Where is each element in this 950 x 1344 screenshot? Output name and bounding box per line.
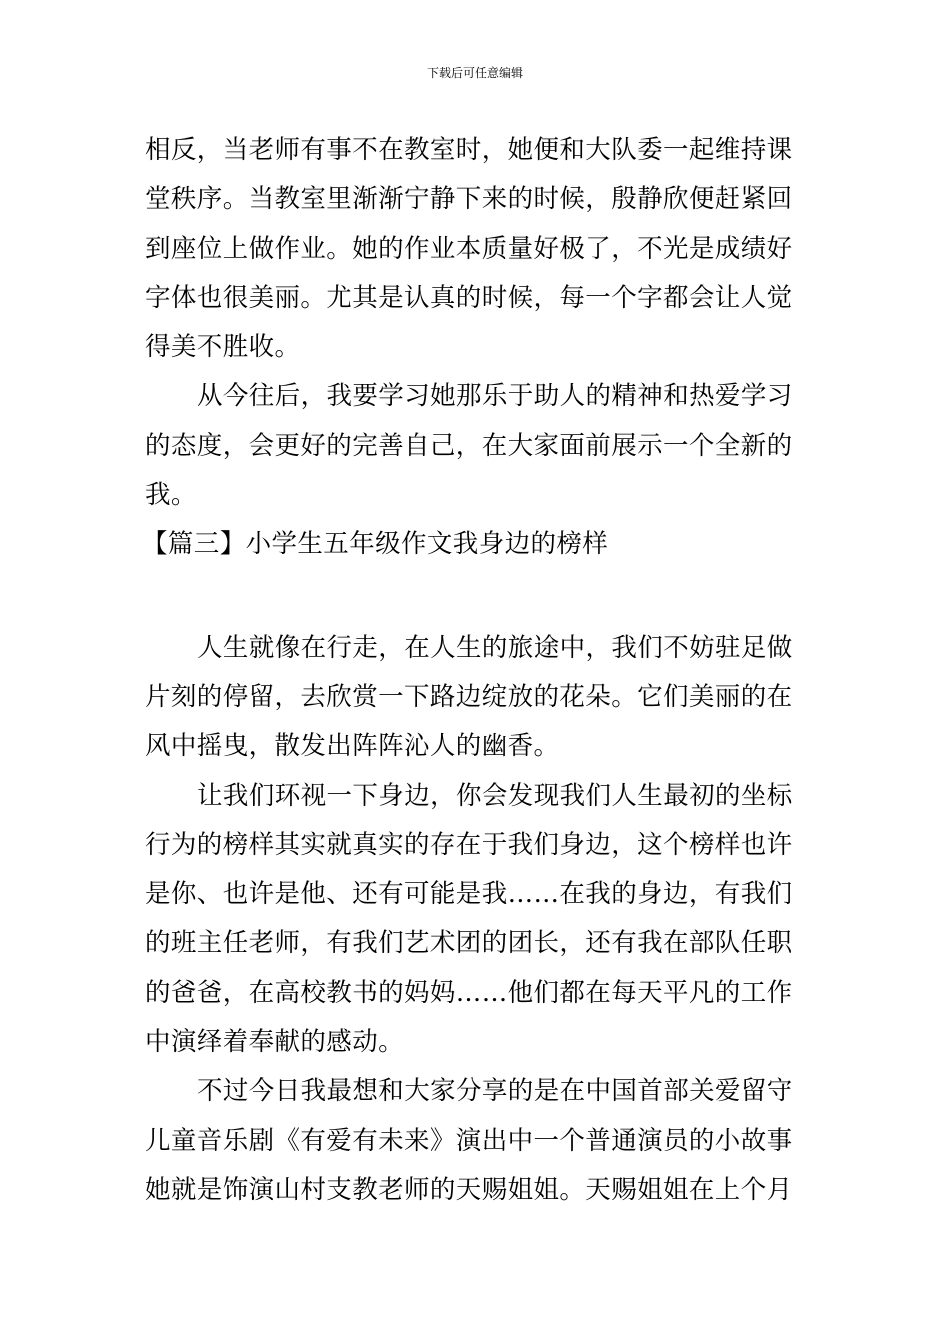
- paragraph-start-line: 不过今日我最想和大家分享的是在中国首部关爱留守: [197, 1076, 793, 1107]
- text-line: 到座位上做作业。她的作业本质量好极了，不光是成绩好: [145, 233, 793, 264]
- text-line: 是你、也许是他、还有可能是我……在我的身边，有我们: [145, 879, 793, 910]
- text-line: 风中摇曳，散发出阵阵沁人的幽香。: [145, 731, 560, 762]
- text-line: 片刻的停留，去欣赏一下路边绽放的花朵。它们美丽的在: [145, 681, 793, 712]
- text-line: 堂秩序。当教室里渐渐宁静下来的时候，殷静欣便赶紧回: [145, 184, 793, 215]
- text-line: 儿童音乐剧《有爱有未来》演出中一个普通演员的小故事: [145, 1125, 793, 1156]
- text-line: 中演绎着奉献的感动。: [145, 1027, 405, 1058]
- text-line: 她就是饰演山村支教老师的天赐姐姐。天赐姐姐在上个月: [145, 1174, 793, 1205]
- text-line: 字体也很美丽。尤其是认真的时候，每一个字都会让人觉: [145, 282, 793, 313]
- section-heading: 【篇三】小学生五年级作文我身边的榜样: [142, 529, 609, 560]
- text-line: 得美不胜收。: [145, 332, 301, 363]
- paragraph-start-line: 人生就像在行走，在人生的旅途中，我们不妨驻足做: [197, 632, 793, 663]
- page-header: 下载后可任意编辑: [426, 66, 523, 80]
- paragraph-start-line: 让我们环视一下身边，你会发现我们人生最初的坐标: [197, 780, 793, 811]
- document-body: [142, 126, 807, 1215]
- text-line: 的班主任老师，有我们艺术团的团长，还有我在部队任职: [145, 928, 793, 959]
- paragraph-start-line: 从今往后，我要学习她那乐于助人的精神和热爱学习: [197, 381, 793, 412]
- text-line: 的态度，会更好的完善自己，在大家面前展示一个全新的: [145, 430, 793, 461]
- text-line: 行为的榜样其实就真实的存在于我们身边，这个榜样也许: [145, 829, 793, 860]
- text-line: 我。: [145, 480, 197, 511]
- text-line: 相反，当老师有事不在教室时，她便和大队委一起维持课: [145, 135, 793, 165]
- text-line: 的爸爸，在高校教书的妈妈……他们都在每天平凡的工作: [145, 977, 793, 1008]
- blank-gap: [145, 570, 807, 624]
